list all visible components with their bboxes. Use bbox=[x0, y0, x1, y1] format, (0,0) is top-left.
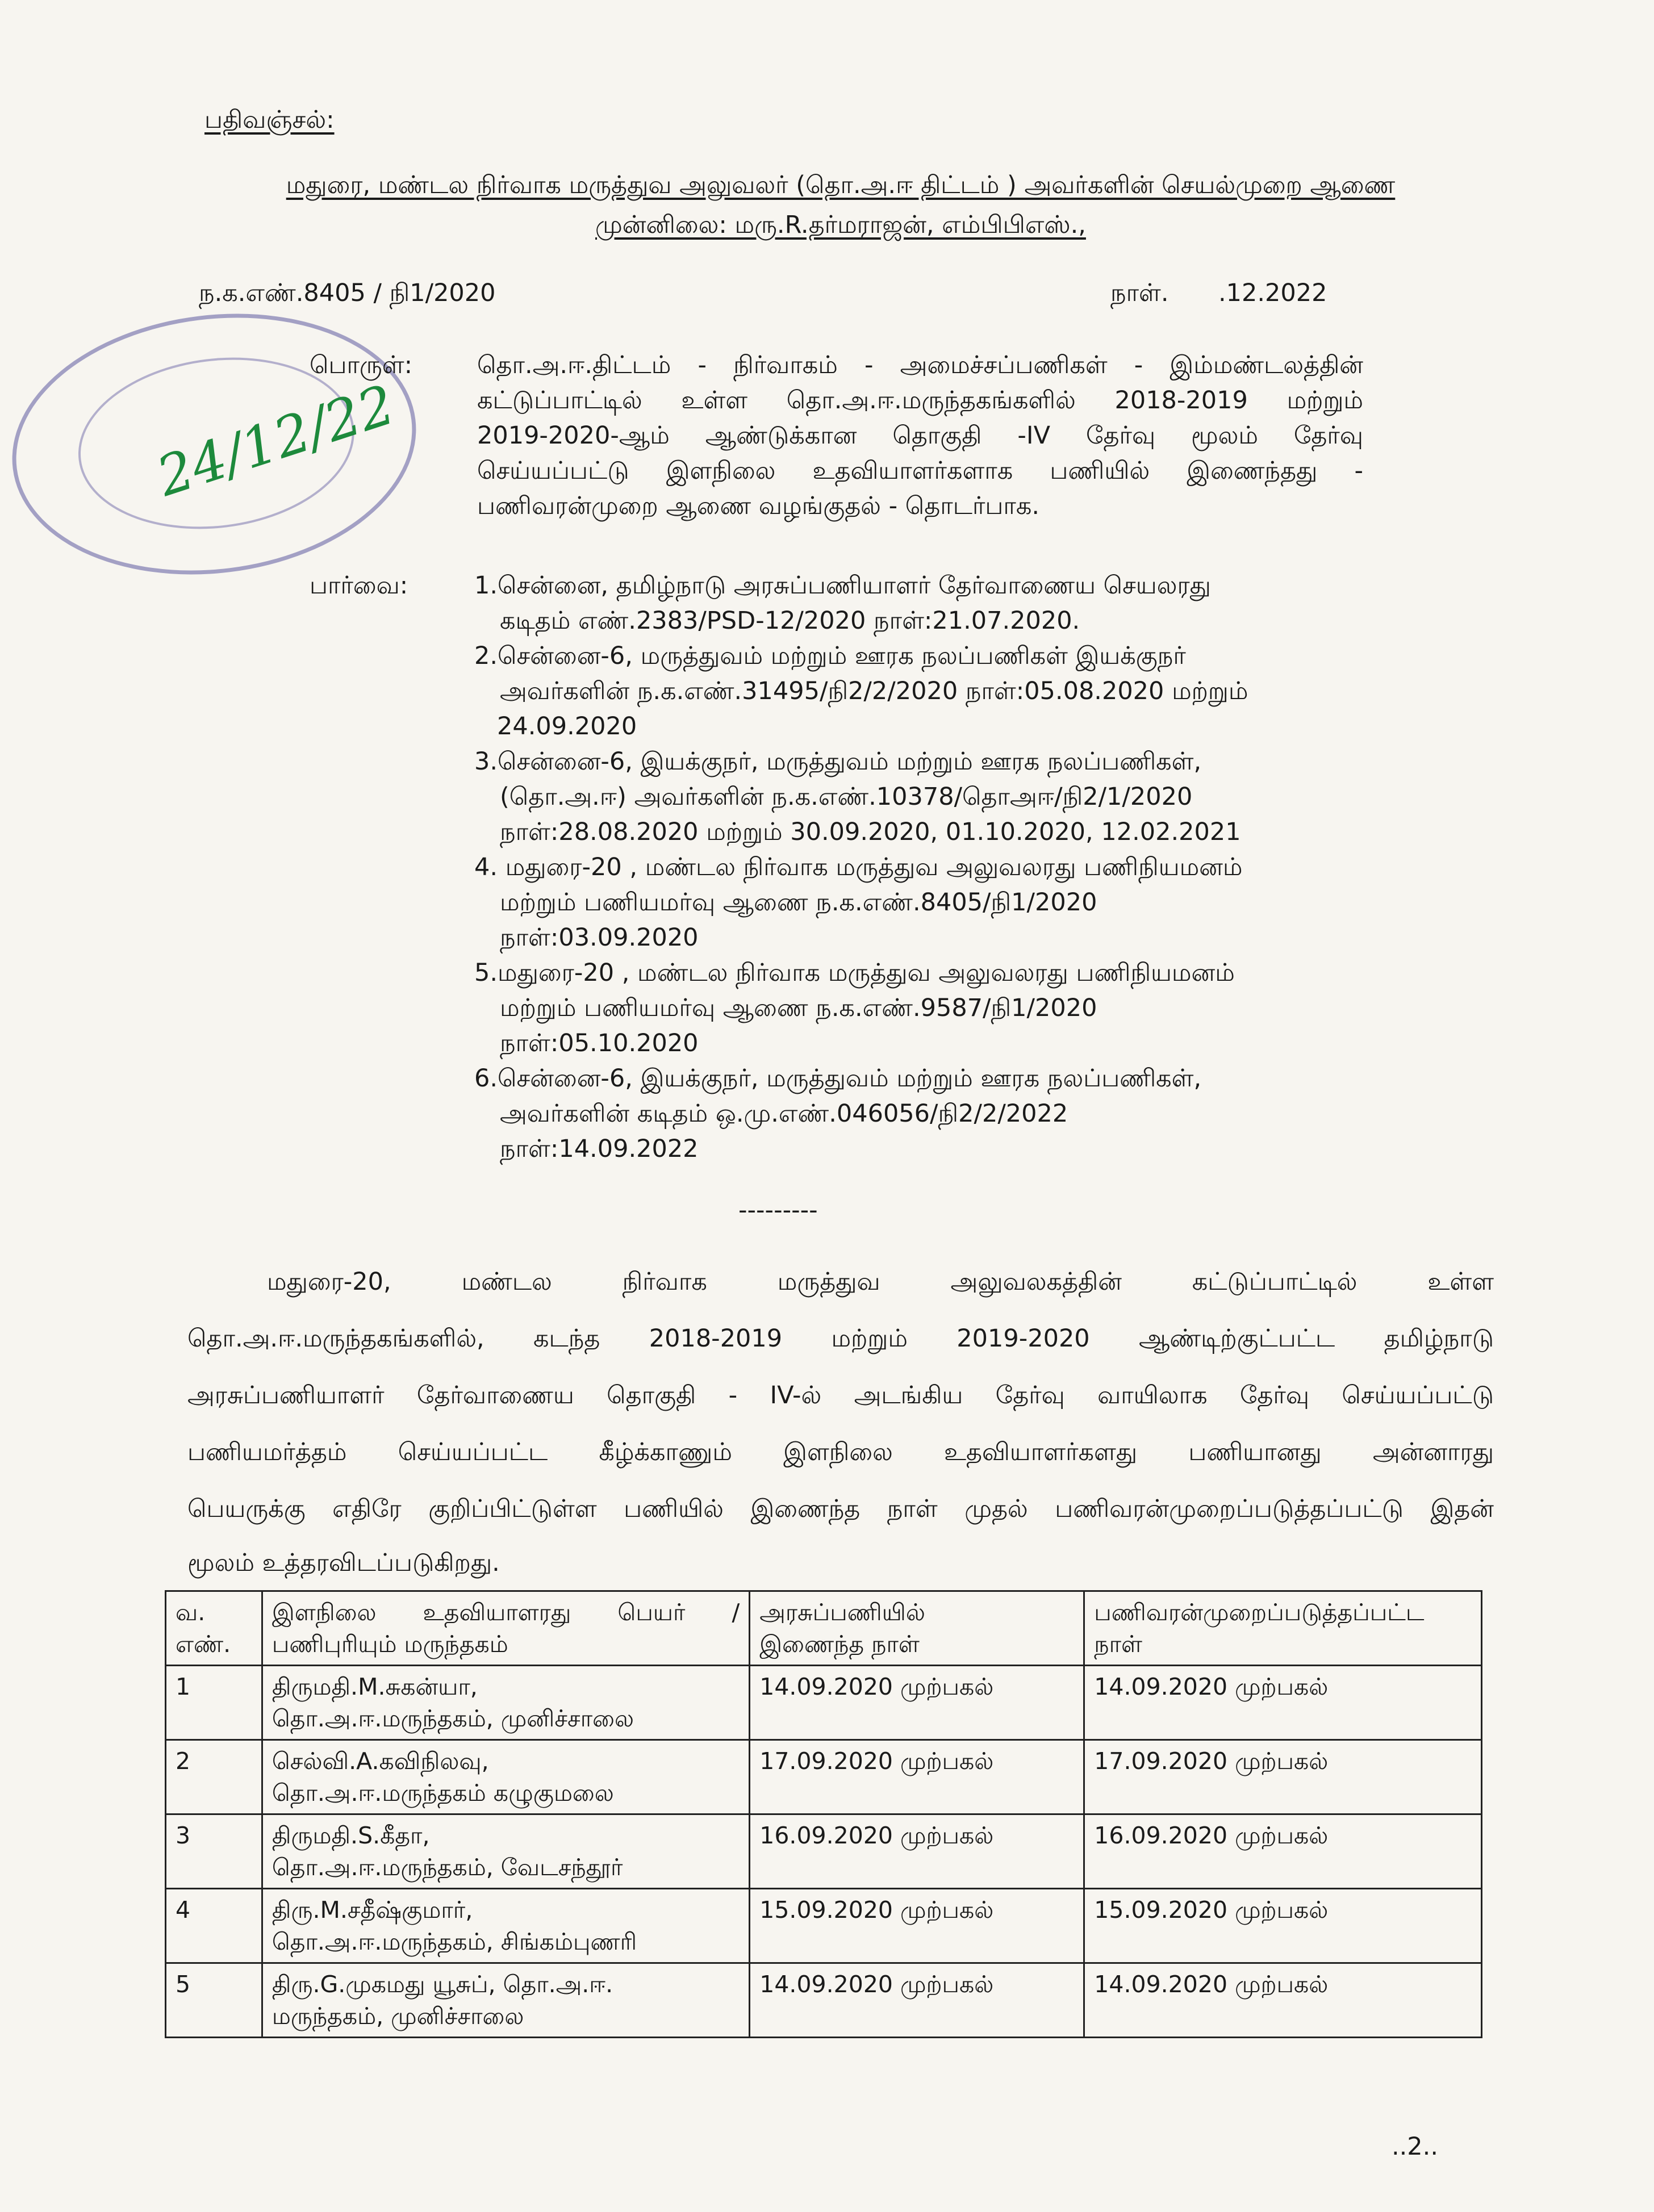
dispensary: தொ.அ.ஈ.மருந்தகம் கழுகுமலை bbox=[272, 1779, 614, 1807]
employee-name: திரு.G.முகமது யூசுப், தொ.அ.ஈ. bbox=[272, 1971, 613, 1998]
header-text: எண். bbox=[176, 1630, 231, 1658]
table-row bbox=[166, 1963, 1482, 2038]
joined-date: 14.09.2020 முற்பகல் bbox=[750, 1963, 1084, 2038]
body-line: அரசுப்பணியாளர் தேர்வாணைய தொகுதி - IV-ல் அடங்கிய தேர்வு வாயிலாக தேர்வு செய்யப்பட்டு bbox=[187, 1381, 1494, 1410]
joined-date: 16.09.2020 முற்பகல் bbox=[750, 1814, 1084, 1889]
reference-item-cont: அவர்களின் ந.க.எண்.31495/நி2/2/2020 நாள்:05.08.2020 மற்றும் bbox=[500, 677, 1248, 705]
body-line: தொ.அ.ஈ.மருந்தகங்களில், கடந்த 2018-2019 மற்றும் 2019-2020 ஆண்டிற்குட்பட்ட தமிழ்நாடு bbox=[187, 1324, 1494, 1353]
header-serial bbox=[166, 1591, 262, 1666]
serial-number: 1 bbox=[166, 1666, 262, 1740]
body-line: மதுரை-20, மண்டல நிர்வாக மருத்துவ அலுவலகத்தின் கட்டுப்பாட்டில் உள்ள bbox=[267, 1268, 1494, 1296]
reference-item-cont: (தொ.அ.ஈ) அவர்களின் ந.க.எண்.10378/தொஅஈ/நி2/1/2020 bbox=[500, 783, 1193, 811]
header-text: நாள் bbox=[1094, 1630, 1143, 1658]
header-name bbox=[262, 1591, 749, 1666]
reference-item: 4. மதுரை-20 , மண்டல நிர்வாக மருத்துவ அலுவலரது பணிநியமனம் bbox=[474, 853, 1243, 881]
junior-assistants-table bbox=[165, 1590, 1482, 2038]
employee-name: திருமதி.M.சுகன்யா, bbox=[272, 1673, 478, 1700]
reference-item: 5.மதுரை-20 , மண்டல நிர்வாக மருத்துவ அலுவலரது பணிநியமனம் bbox=[474, 959, 1235, 987]
subject-line: செய்யப்பட்டு இளநிலை உதவியாளர்களாக பணியில் இணைந்தது - bbox=[477, 457, 1363, 485]
subject-line: பணிவரன்முறை ஆணை வழங்குதல் - தொடர்பாக. bbox=[477, 492, 1040, 520]
body-line: பெயருக்கு எதிரே குறிப்பிட்டுள்ள பணியில் இணைந்த நாள் முதல் பணிவரன்முறைப்படுத்தப்பட்டு இதன் bbox=[187, 1495, 1494, 1523]
reference-item-cont: மற்றும் பணியமர்வு ஆணை ந.க.எண்.9587/நி1/2020 bbox=[500, 994, 1097, 1022]
dispensary: தொ.அ.ஈ.மருந்தகம், வேடசந்தூர் bbox=[272, 1854, 623, 1881]
employee-cell bbox=[262, 1740, 749, 1814]
references-list bbox=[474, 568, 1360, 1166]
regularized-date: 15.09.2020 முற்பகல் bbox=[1084, 1889, 1482, 1963]
regularized-date: 16.09.2020 முற்பகல் bbox=[1084, 1814, 1482, 1889]
reference-item-cont: நாள்:28.08.2020 மற்றும் 30.09.2020, 01.10.2020, 12.02.2021 bbox=[500, 818, 1241, 846]
page-number: ..2.. bbox=[1391, 2132, 1438, 2161]
reference-item-cont: நாள்:05.10.2020 bbox=[500, 1029, 699, 1057]
serial-number: 2 bbox=[166, 1740, 262, 1814]
reference-item: 1.சென்னை, தமிழ்நாடு அரசுப்பணியாளர் தேர்வாணைய செயலரது bbox=[474, 571, 1211, 600]
employee-cell bbox=[262, 1666, 749, 1740]
joined-date: 17.09.2020 முற்பகல் bbox=[750, 1740, 1084, 1814]
reference-item-cont: மற்றும் பணியமர்வு ஆணை ந.க.எண்.8405/நி1/2020 bbox=[500, 888, 1097, 917]
header-text: பணிவரன்முறைப்படுத்தப்பட்ட bbox=[1094, 1599, 1425, 1626]
regularized-date: 14.09.2020 முற்பகல் bbox=[1084, 1666, 1482, 1740]
separator-line: --------- bbox=[738, 1196, 818, 1224]
header-text: பணிபுரியும் மருந்தகம் bbox=[272, 1630, 508, 1658]
employee-cell bbox=[262, 1963, 749, 2038]
reference-number: ந.க.எண்.8405 / நி1/2020 bbox=[199, 279, 496, 307]
header-text: இளநிலை உதவியாளரது பெயர் / bbox=[272, 1599, 740, 1626]
reference-item-cont: நாள்:03.09.2020 bbox=[500, 923, 699, 952]
reference-item: 6.சென்னை-6, இயக்குநர், மருத்துவம் மற்றும் ஊரக நலப்பணிகள், bbox=[474, 1064, 1202, 1093]
order-title-line2: முன்னிலை: மரு.R.தர்மராஜன், எம்பிபிஎஸ்., bbox=[595, 211, 1086, 239]
handwritten-signature: 24/12/22 bbox=[149, 373, 402, 509]
reference-item-cont: நாள்:14.09.2022 bbox=[500, 1135, 699, 1163]
table-header-row bbox=[166, 1591, 1482, 1666]
header-joined bbox=[750, 1591, 1084, 1666]
date-value: .12.2022 bbox=[1218, 279, 1327, 307]
employee-name: திருமதி.S.கீதா, bbox=[272, 1822, 430, 1849]
header-text: வ. bbox=[176, 1599, 206, 1626]
body-line: மூலம் உத்தரவிடப்படுகிறது. bbox=[187, 1549, 500, 1577]
references-label: பார்வை: bbox=[310, 571, 408, 600]
registered-post-label: பதிவஞ்சல்: bbox=[204, 106, 335, 134]
joined-date: 15.09.2020 முற்பகல் bbox=[750, 1889, 1084, 1963]
header-text: இணைந்த நாள் bbox=[759, 1630, 920, 1658]
subject-line: தொ.அ.ஈ.திட்டம் - நிர்வாகம் - அமைச்சப்பணிகள் - இம்மண்டலத்தின் bbox=[477, 351, 1363, 379]
dispensary: மருந்தகம், முனிச்சாலை bbox=[272, 2002, 524, 2030]
table-row bbox=[166, 1740, 1482, 1814]
employee-cell bbox=[262, 1889, 749, 1963]
order-title-line1: மதுரை, மண்டல நிர்வாக மருத்துவ அலுவலர் (தொ.அ.ஈ திட்டம் ) அவர்களின் செயல்முறை ஆணை bbox=[286, 171, 1396, 199]
subject-label: பொருள்: bbox=[310, 351, 413, 379]
table-row bbox=[166, 1889, 1482, 1963]
header-regularized bbox=[1084, 1591, 1482, 1666]
reference-item-cont: அவர்களின் கடிதம் ஒ.மு.எண்.046056/நி2/2/2022 bbox=[500, 1099, 1068, 1128]
employee-cell bbox=[262, 1814, 749, 1889]
reference-item-cont: கடிதம் எண்.2383/PSD-12/2020 நாள்:21.07.2020. bbox=[500, 607, 1080, 635]
employee-name: திரு.M.சதீஷ்குமார், bbox=[272, 1896, 473, 1924]
regularized-date: 14.09.2020 முற்பகல் bbox=[1084, 1963, 1482, 2038]
reference-item: 3.சென்னை-6, இயக்குநர், மருத்துவம் மற்றும் ஊரக நலப்பணிகள், bbox=[474, 747, 1202, 776]
serial-number: 4 bbox=[166, 1889, 262, 1963]
dispensary: தொ.அ.ஈ.மருந்தகம், முனிச்சாலை bbox=[272, 1705, 634, 1732]
header-text: அரசுப்பணியில் bbox=[759, 1599, 925, 1626]
employee-name: செல்வி.A.கவிநிலவு, bbox=[272, 1747, 489, 1775]
date-label: நாள். bbox=[1110, 279, 1169, 307]
table-row bbox=[166, 1814, 1482, 1889]
subject-line: 2019-2020-ஆம் ஆண்டுக்கான தொகுதி -IV தேர்வு மூலம் தேர்வு bbox=[477, 421, 1363, 450]
regularized-date: 17.09.2020 முற்பகல் bbox=[1084, 1740, 1482, 1814]
reference-item: 2.சென்னை-6, மருத்துவம் மற்றும் ஊரக நலப்பணிகள் இயக்குநர் bbox=[474, 642, 1186, 670]
table-row bbox=[166, 1666, 1482, 1740]
subject-line: கட்டுப்பாட்டில் உள்ள தொ.அ.ஈ.மருந்தகங்களில் 2018-2019 மற்றும் bbox=[477, 386, 1363, 415]
serial-number: 5 bbox=[166, 1963, 262, 2038]
dispensary: தொ.அ.ஈ.மருந்தகம், சிங்கம்புணரி bbox=[272, 1928, 637, 1955]
joined-date: 14.09.2020 முற்பகல் bbox=[750, 1666, 1084, 1740]
serial-number: 3 bbox=[166, 1814, 262, 1889]
reference-item-cont: 24.09.2020 bbox=[497, 712, 637, 741]
body-line: பணியமர்த்தம் செய்யப்பட்ட கீழ்க்காணும் இளநிலை உதவியாளர்களது பணியானது அன்னாரது bbox=[187, 1438, 1494, 1466]
